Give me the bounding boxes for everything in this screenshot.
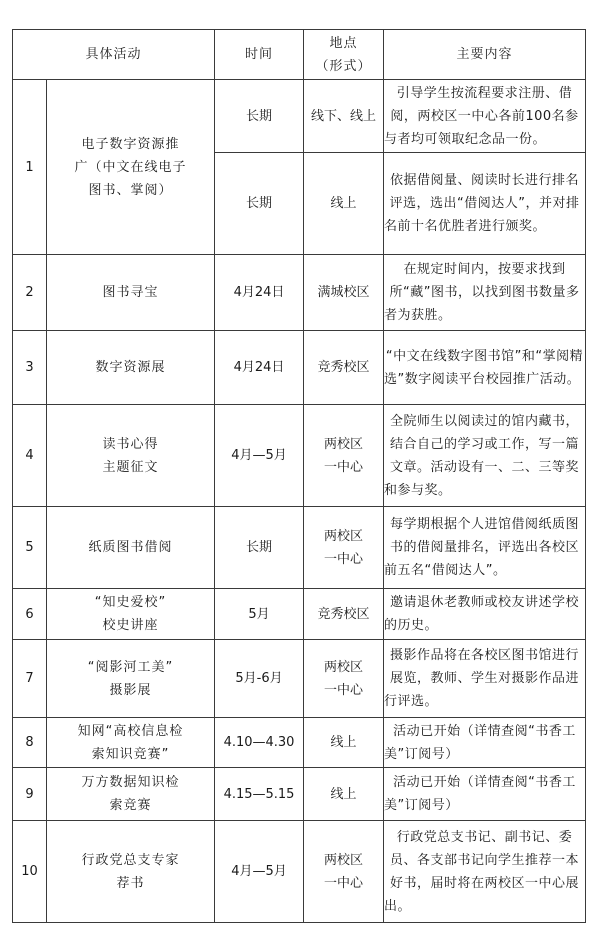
activity-time: 4月—5月	[215, 405, 304, 507]
activity-name: 知网“高校信息检 索知识竞赛”	[47, 718, 215, 768]
activity-name: 行政党总支专家 荐书	[47, 821, 215, 923]
activity-time: 4.15—5.15	[215, 768, 304, 821]
activity-name: 电子数字资源推 广（中文在线电子 图书、掌阅）	[47, 80, 215, 255]
header-content: 主要内容	[384, 30, 586, 80]
activity-time: 5月	[215, 589, 304, 640]
activity-place: 两校区 一中心	[304, 507, 384, 589]
activity-name: 图书寻宝	[47, 255, 215, 331]
activity-content: 全院师生以阅读过的馆内藏书，结合自己的学习或工作，写一篇文章。活动设有一、二、三等奖和参与奖。	[384, 405, 586, 507]
header-time: 时间	[215, 30, 304, 80]
activity-content: 摄影作品将在各校区图书馆进行展览，教师、学生对摄影作品进行评选。	[384, 640, 586, 718]
activity-time: 4.10—4.30	[215, 718, 304, 768]
activity-time: 5月-6月	[215, 640, 304, 718]
activity-place: 两校区 一中心	[304, 640, 384, 718]
activity-place: 满城校区	[304, 255, 384, 331]
activity-content: “中文在线数字图书馆”和“掌阅精选”数字阅读平台校园推广活动。	[384, 331, 586, 405]
activity-place: 竞秀校区	[304, 589, 384, 640]
activity-content: 活动已开始（详情查阅“书香工美”订阅号）	[384, 718, 586, 768]
activity-content: 每学期根据个人进馆借阅纸质图书的借阅量排名，评选出各校区前五名“借阅达人”。	[384, 507, 586, 589]
activity-place: 线上	[304, 153, 384, 255]
table-row	[13, 718, 586, 768]
header-activity: 具体活动	[13, 30, 215, 80]
activity-place: 线下、线上	[304, 80, 384, 153]
activity-table	[12, 29, 586, 923]
activity-time: 长期	[215, 507, 304, 589]
activity-time: 长期	[215, 153, 304, 255]
activity-time: 4月—5月	[215, 821, 304, 923]
activity-name: “知史爱校” 校史讲座	[47, 589, 215, 640]
table-row	[13, 255, 586, 331]
activity-content: 引导学生按流程要求注册、借阅，两校区一中心各前100名参与者均可领取纪念品一份。	[384, 80, 586, 153]
table-row	[13, 589, 586, 640]
activity-place: 两校区 一中心	[304, 405, 384, 507]
row-number: 5	[13, 507, 47, 589]
activity-name: 纸质图书借阅	[47, 507, 215, 589]
activity-name: 读书心得 主题征文	[47, 405, 215, 507]
activity-time: 4月24日	[215, 255, 304, 331]
activity-place: 线上	[304, 768, 384, 821]
row-number: 10	[13, 821, 47, 923]
row-number: 6	[13, 589, 47, 640]
row-number: 8	[13, 718, 47, 768]
activity-content: 行政党总支书记、副书记、委员、各支部书记向学生推荐一本好书，届时将在两校区一中心展出。	[384, 821, 586, 923]
activity-place: 竞秀校区	[304, 331, 384, 405]
row-number: 1	[13, 80, 47, 255]
row-number: 3	[13, 331, 47, 405]
activity-time: 4月24日	[215, 331, 304, 405]
table-row	[13, 405, 586, 507]
activity-content: 依据借阅量、阅读时长进行排名评选，选出“借阅达人”，并对排名前十名优胜者进行颁奖。	[384, 153, 586, 255]
header-place: 地点 （形式）	[304, 30, 384, 80]
row-number: 4	[13, 405, 47, 507]
row-number: 7	[13, 640, 47, 718]
table-row	[13, 821, 586, 923]
row-number: 9	[13, 768, 47, 821]
header-row	[13, 30, 586, 80]
activity-content: 在规定时间内，按要求找到所“藏”图书，以找到图书数量多者为获胜。	[384, 255, 586, 331]
table-row	[13, 640, 586, 718]
activity-name: “阅影河工美” 摄影展	[47, 640, 215, 718]
activity-time: 长期	[215, 80, 304, 153]
table-row	[13, 507, 586, 589]
table-row	[13, 331, 586, 405]
activity-name: 数字资源展	[47, 331, 215, 405]
activity-content: 活动已开始（详情查阅“书香工美”订阅号）	[384, 768, 586, 821]
table-row	[13, 768, 586, 821]
table-row	[13, 80, 586, 153]
activity-content: 邀请退休老教师或校友讲述学校的历史。	[384, 589, 586, 640]
activity-place: 两校区 一中心	[304, 821, 384, 923]
activity-place: 线上	[304, 718, 384, 768]
row-number: 2	[13, 255, 47, 331]
activity-name: 万方数据知识检 索竞赛	[47, 768, 215, 821]
